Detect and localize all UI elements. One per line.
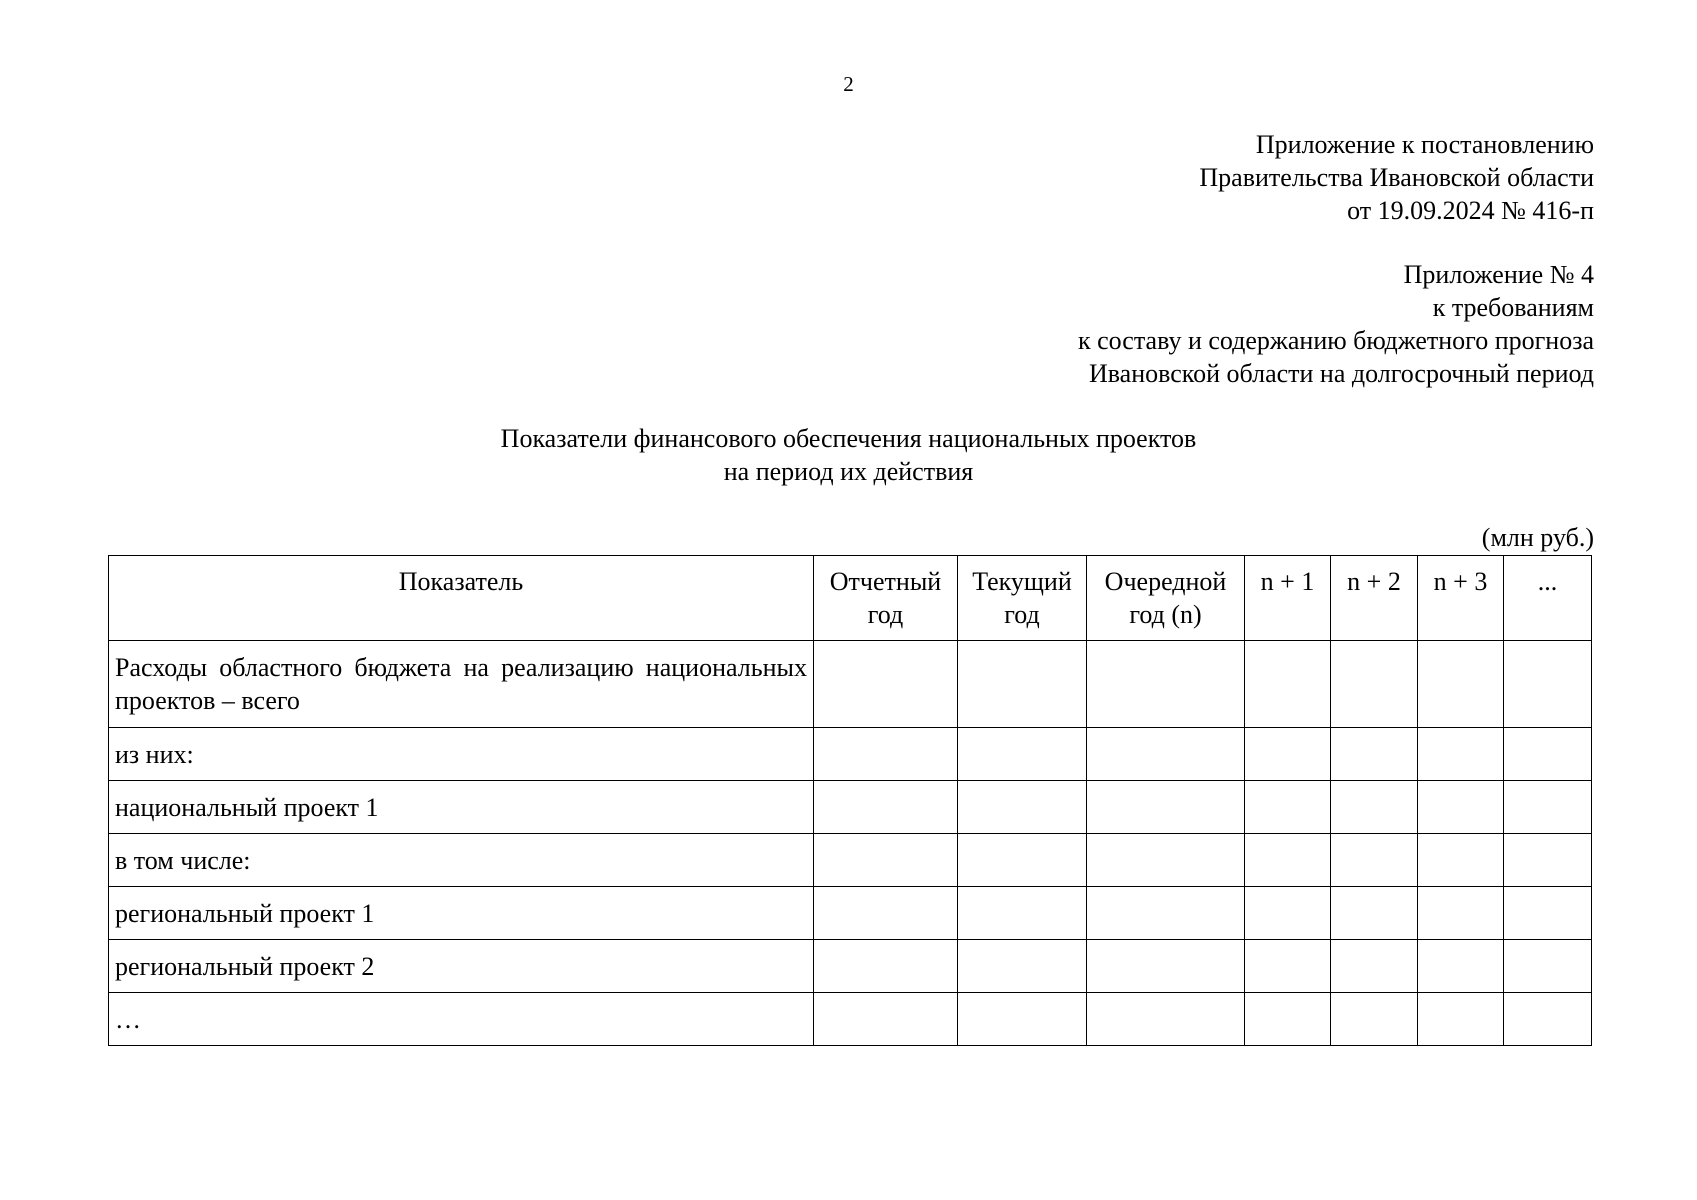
table-cell: [814, 887, 958, 940]
table-cell: [1245, 781, 1331, 834]
table-cell: [958, 993, 1087, 1046]
table-cell: [1087, 887, 1245, 940]
appendix-line: к требованиям: [1432, 293, 1594, 322]
table-cell: [1418, 887, 1504, 940]
table-cell: [958, 887, 1087, 940]
header-next-year: [1087, 556, 1245, 641]
row-label: …: [109, 993, 814, 1046]
table-cell: [1331, 887, 1418, 940]
header-next-year-line: Очередной: [1104, 567, 1227, 596]
document-title: [0, 422, 1697, 488]
header-indicator: Показатель: [109, 556, 814, 641]
indicators-table: [108, 555, 1592, 1046]
table-cell: [1245, 834, 1331, 887]
approval-block: [1199, 128, 1594, 227]
table-cell: [1245, 940, 1331, 993]
table-cell: [1087, 993, 1245, 1046]
table-row: [109, 781, 1592, 834]
table-row: [109, 940, 1592, 993]
table-row: [109, 887, 1592, 940]
table-cell: [814, 940, 958, 993]
table-cell: [958, 834, 1087, 887]
header-n-plus-1: n + 1: [1245, 556, 1331, 641]
table-cell: [1504, 993, 1592, 1046]
header-reporting-year-line: Отчетный: [829, 567, 942, 596]
title-line: Показатели финансового обеспечения национальных проектов: [500, 424, 1197, 453]
table-cell: [1245, 641, 1331, 728]
header-ellipsis: ...: [1504, 556, 1592, 641]
header-n-plus-2: n + 2: [1331, 556, 1418, 641]
header-current-year: [958, 556, 1087, 641]
table-cell: [1418, 641, 1504, 728]
table-cell: [814, 834, 958, 887]
header-n-plus-3: n + 3: [1418, 556, 1504, 641]
table-cell: [1245, 887, 1331, 940]
table-cell: [1504, 834, 1592, 887]
header-current-year-line: год: [1004, 600, 1040, 629]
header-reporting-year: [814, 556, 958, 641]
table-row: [109, 993, 1592, 1046]
table-cell: [814, 728, 958, 781]
table-cell: [1245, 728, 1331, 781]
table-cell: [1418, 940, 1504, 993]
table-cell: [1418, 993, 1504, 1046]
table-cell: [1418, 728, 1504, 781]
table-cell: [1331, 993, 1418, 1046]
appendix-line: к составу и содержанию бюджетного прогноза: [1077, 326, 1594, 355]
header-next-year-line: год (n): [1129, 600, 1202, 629]
header-current-year-line: Текущий: [972, 567, 1072, 596]
appendix-line: Ивановской области на долгосрочный период: [1088, 359, 1594, 388]
approval-line: Приложение к постановлению: [1255, 130, 1594, 159]
table-cell: [1504, 781, 1592, 834]
table-cell: [814, 781, 958, 834]
appendix-block: [1078, 258, 1594, 390]
table-cell: [814, 993, 958, 1046]
table-cell: [1087, 728, 1245, 781]
table-cell: [1504, 940, 1592, 993]
table-cell: [958, 728, 1087, 781]
table-row: [109, 728, 1592, 781]
table-header-row: [109, 556, 1592, 641]
table-cell: [1087, 834, 1245, 887]
table-cell: [958, 781, 1087, 834]
row-label: из них:: [109, 728, 814, 781]
title-line: на период их действия: [723, 457, 974, 486]
table-cell: [814, 641, 958, 728]
appendix-line: Приложение № 4: [1403, 260, 1594, 289]
table-cell: [1087, 781, 1245, 834]
approval-line: Правительства Ивановской области: [1199, 163, 1594, 192]
row-label: национальный проект 1: [109, 781, 814, 834]
page-number: 2: [843, 72, 854, 96]
table-cell: [1087, 641, 1245, 728]
row-label: региональный проект 2: [109, 940, 814, 993]
table-cell: [1504, 887, 1592, 940]
table-cell: [1245, 993, 1331, 1046]
row-label: Расходы областного бюджета на реализацию национальных проектов – всего: [109, 641, 814, 728]
table-cell: [1504, 641, 1592, 728]
table-row: [109, 834, 1592, 887]
row-label: региональный проект 1: [109, 887, 814, 940]
table-cell: [1504, 728, 1592, 781]
table-cell: [958, 940, 1087, 993]
table-cell: [1331, 834, 1418, 887]
table-cell: [1331, 641, 1418, 728]
unit-label: (млн руб.): [1481, 523, 1594, 552]
header-reporting-year-line: год: [867, 600, 904, 629]
table-cell: [1331, 940, 1418, 993]
approval-line: от 19.09.2024 № 416-п: [1347, 196, 1594, 225]
table-row: [109, 641, 1592, 728]
row-label: в том числе:: [109, 834, 814, 887]
table-cell: [1331, 728, 1418, 781]
table-cell: [1418, 781, 1504, 834]
table-cell: [958, 641, 1087, 728]
table-cell: [1331, 781, 1418, 834]
table-cell: [1087, 940, 1245, 993]
table-cell: [1418, 834, 1504, 887]
